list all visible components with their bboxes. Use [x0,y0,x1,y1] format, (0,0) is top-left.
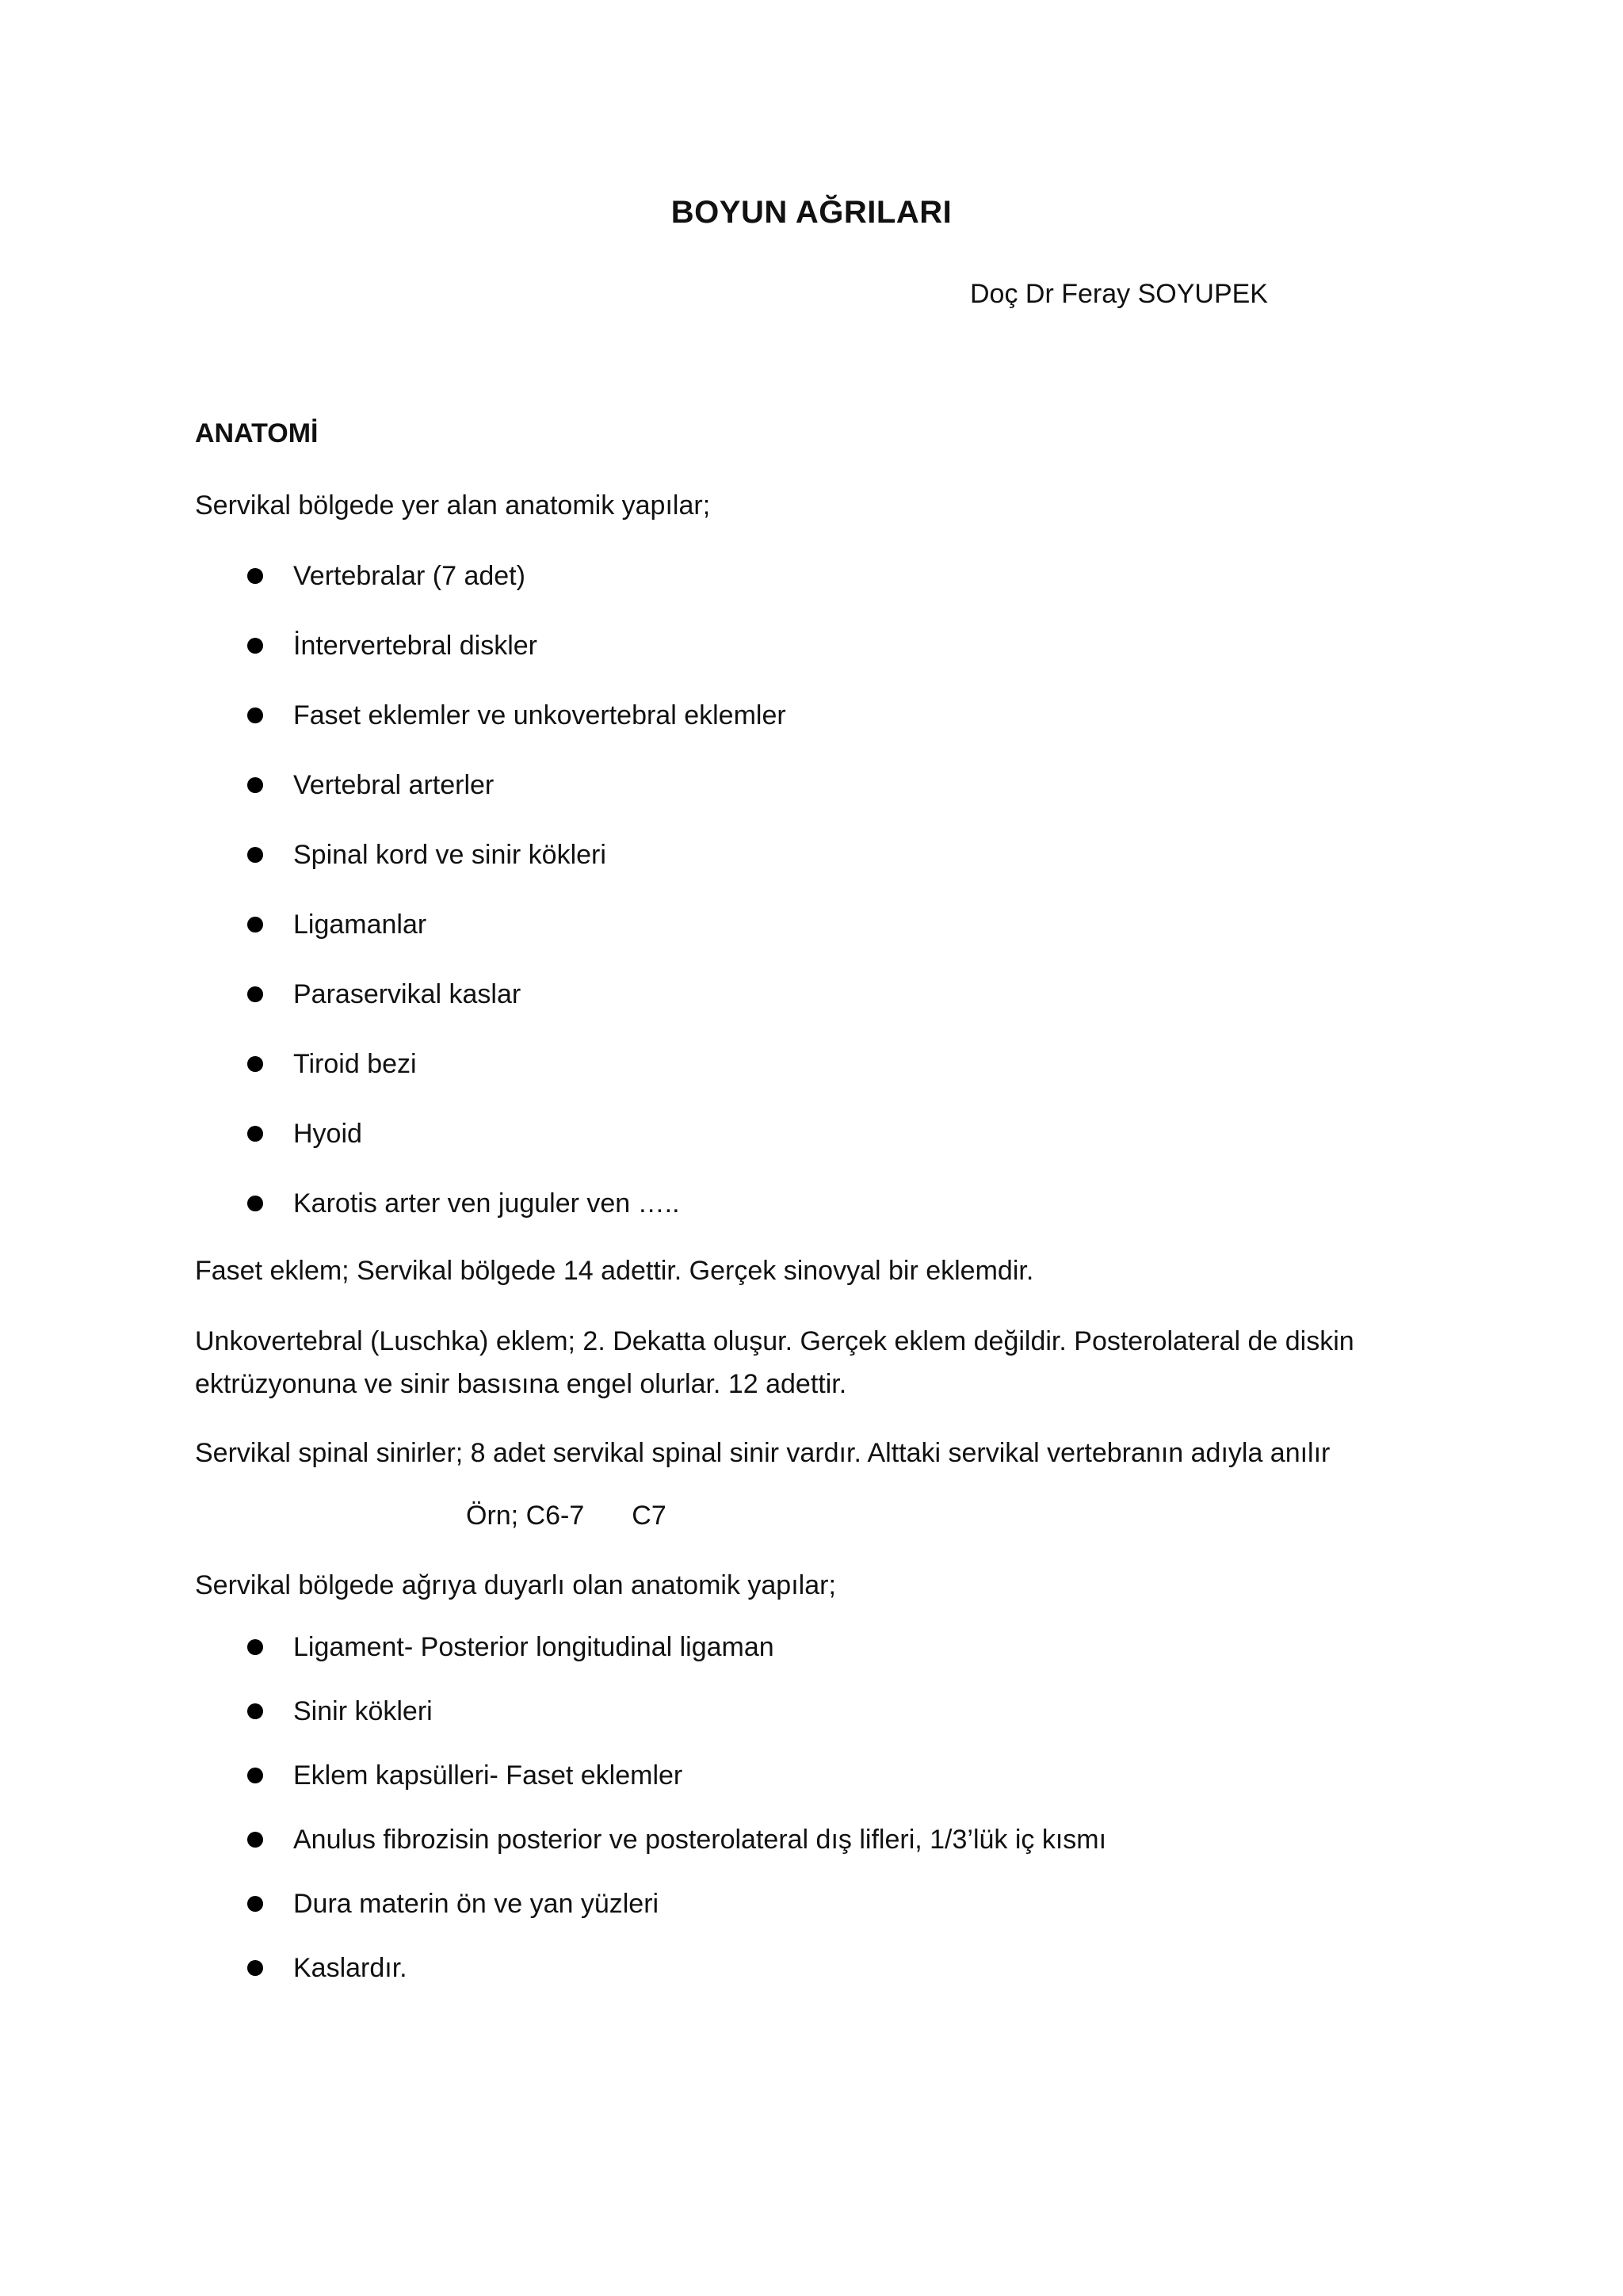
list-item-text: Hyoid [293,1119,362,1149]
list-item-text: Eklem kapsülleri- Faset eklemler [293,1760,683,1791]
list-item [195,769,786,801]
list-item [195,1695,1106,1727]
list-item-text: Tiroid bezi [293,1049,417,1079]
uncovertebral-paragraph [195,1320,1431,1405]
bullet-icon [247,1703,263,1719]
list-item-text: Sinir kökleri [293,1696,433,1726]
example-line [466,1501,666,1531]
list-item-text: Vertebralar (7 adet) [293,561,525,591]
bullet-icon [247,986,263,1002]
list-item [195,630,786,662]
example-value: C7 [632,1501,666,1531]
list-item [195,909,786,940]
bullet-icon [247,847,263,863]
list-item [195,1631,1106,1663]
list-item-text: Spinal kord ve sinir kökleri [293,840,606,870]
list-item-text: Vertebral arterler [293,770,495,800]
list-item-text: Karotis arter ven juguler ven ….. [293,1188,680,1219]
list-item [195,978,786,1010]
paragraph-line: Unkovertebral (Luschka) eklem; 2. Dekatta oluşur. Gerçek eklem değildir. Posterolateral de diskin [195,1326,1354,1356]
list-item [195,1188,786,1219]
bullet-icon [247,1960,263,1976]
list-item-text: Ligament- Posterior longitudinal ligaman [293,1632,774,1662]
list-item-text: Anulus fibrozisin posterior ve posterolateral dış lifleri, 1/3’lük iç kısmı [293,1825,1107,1855]
bullet-icon [247,568,263,584]
list-item [195,700,786,731]
list-item [195,1118,786,1150]
list-item-text: Dura materin ön ve yan yüzleri [293,1889,659,1919]
spinal-nerves-paragraph: Servikal spinal sinirler; 8 adet servikal spinal sinir vardır. Alttaki servikal vertebranın adıyla anılır [195,1438,1331,1468]
list-item [195,1824,1106,1855]
intro-pain-sensitive-structures: Servikal bölgede ağrıya duyarlı olan anatomik yapılar; [195,1570,836,1600]
section-heading-anatomy: ANATOMİ [195,418,319,448]
bullet-icon [247,1639,263,1655]
list-item-text: Ligamanlar [293,910,427,940]
bullet-icon [247,1196,263,1211]
bullet-icon [247,1768,263,1783]
bullet-icon [247,707,263,723]
paragraph-line: ektrüzyonuna ve sinir basısına engel olurlar. 12 adettir. [195,1369,847,1399]
bullet-icon [247,777,263,793]
list-item-text: İntervertebral diskler [293,631,538,661]
list-item [195,839,786,871]
bullet-icon [247,1056,263,1072]
example-label: Örn; C6-7 [466,1501,585,1531]
bullet-icon [247,1896,263,1912]
list-item [195,1888,1106,1920]
bullet-icon [247,1832,263,1848]
intro-anatomic-structures: Servikal bölgede yer alan anatomik yapılar; [195,490,711,521]
bullet-icon [247,638,263,654]
bullet-icon [247,917,263,933]
author-name: Doç Dr Feray SOYUPEK [970,279,1268,309]
bullet-icon [247,1126,263,1142]
list-item-text: Faset eklemler ve unkovertebral eklemler [293,700,786,730]
anatomic-structures-list [195,560,786,1257]
list-item [195,1048,786,1080]
list-item-text: Paraservikal kaslar [293,979,521,1009]
pain-sensitive-structures-list [195,1631,1106,2016]
list-item [195,1760,1106,1791]
document-title: BOYUN AĞRILARI [670,195,953,230]
list-item [195,1952,1106,1984]
list-item [195,560,786,592]
facet-joint-paragraph: Faset eklem; Servikal bölgede 14 adettir. Gerçek sinovyal bir eklemdir. [195,1256,1034,1286]
list-item-text: Kaslardır. [293,1953,407,1983]
